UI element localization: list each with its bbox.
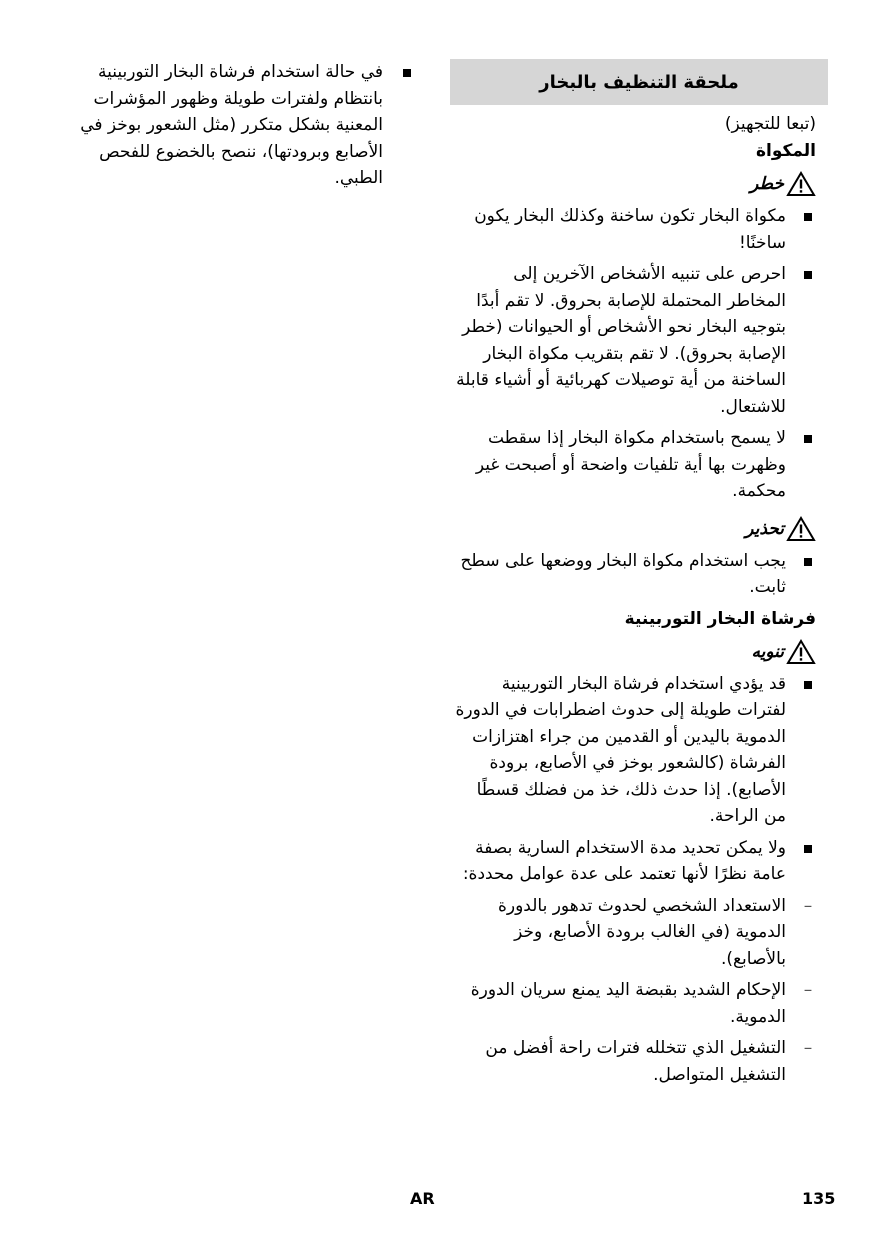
danger-list bbox=[450, 203, 828, 505]
list-item: لا يسمح باستخدام مكواة البخار إذا سقطت وظهرت بها أية تلفيات واضحة أو أصبحت غير محكمة. bbox=[450, 425, 828, 505]
warning-list bbox=[450, 548, 828, 601]
bullet-square-icon bbox=[804, 213, 812, 221]
list-item: مكواة البخار تكون ساخنة وكذلك البخار يكون ساخنًا! bbox=[450, 203, 828, 256]
factor-item: – التشغيل الذي تتخلله فترات راحة أفضل من التشغيل المتواصل. bbox=[450, 1035, 828, 1088]
left-column bbox=[62, 59, 417, 197]
factor-item: – الإحكام الشديد بقبضة اليد يمنع سريان الدورة الدموية. bbox=[450, 977, 828, 1030]
bullet-square-icon bbox=[403, 69, 411, 77]
factor-item: – الاستعداد الشخصي لحدوث تدهور بالدورة الدموية (في الغالب برودة الأصابع، وخز بالأصابع). bbox=[450, 893, 828, 973]
danger-notice bbox=[450, 165, 828, 203]
bullet-square-icon bbox=[804, 435, 812, 443]
equipment-note: (تبعا للتجهيز) bbox=[724, 114, 816, 134]
warning-triangle-icon bbox=[786, 171, 816, 197]
medical-advice-list bbox=[62, 59, 417, 192]
warning-label: تحذير bbox=[745, 518, 784, 539]
section-title: ملحقة التنظيف بالبخار bbox=[539, 71, 739, 93]
brush-heading: فرشاة البخار التوربينية bbox=[624, 608, 816, 629]
language-code: AR bbox=[410, 1189, 435, 1208]
warning-triangle-icon bbox=[786, 639, 816, 665]
section-title-bar bbox=[450, 59, 828, 105]
list-item: ولا يمكن تحديد مدة الاستخدام السارية بصفة عامة نظرًا لأنها تعتمد على عدة عوامل محددة: bbox=[450, 835, 828, 888]
right-column bbox=[450, 59, 828, 1093]
dash-marker: – bbox=[803, 895, 813, 916]
bullet-square-icon bbox=[804, 271, 812, 279]
warning-notice bbox=[450, 510, 828, 548]
page-number: 135 bbox=[802, 1189, 836, 1208]
caution-notice bbox=[450, 633, 828, 671]
list-item: يجب استخدام مكواة البخار ووضعها على سطح ثابت. bbox=[450, 548, 828, 601]
danger-label: خطر bbox=[750, 174, 784, 194]
iron-heading: المكواة bbox=[755, 141, 816, 161]
dash-marker: – bbox=[803, 1038, 813, 1058]
dash-marker: – bbox=[803, 980, 813, 1000]
caution-label: تنويه bbox=[751, 641, 784, 662]
bullet-square-icon bbox=[804, 845, 812, 853]
list-item: احرص على تنبيه الأشخاص الآخرين إلى المخاطر المحتملة للإصابة بحروق. لا تقم أبدًا بتوجيه البخار نحو الأشخاص أو الحيوانات (خطر الإصابة بحروق). لا تقم بتقريب مكواة البخار الساخنة من أية توصيلات كهربائية أو أشياء قابلة للاشتعال. bbox=[450, 261, 828, 420]
bullet-square-icon bbox=[804, 558, 812, 566]
warning-triangle-icon bbox=[786, 516, 816, 542]
caution-list bbox=[450, 671, 828, 1089]
list-item: في حالة استخدام فرشاة البخار التوربينية بانتظام ولفترات طويلة وظهور المؤشرات المعنية بشكل متكرر (مثل الشعور بوخز في الأصابع وبرودتها)، ننصح بالخضوع للفحص الطبي. bbox=[62, 59, 417, 192]
list-item: قد يؤدي استخدام فرشاة البخار التوربينية لفترات طويلة إلى حدوث اضطرابات في الدورة الدموية باليدين أو القدمين من جراء اهتزازات الفرشاة (كالشعور بوخز في الأصابع، برودة الأصابع). إذا حدث ذلك، خذ من فضلك قسطًا من الراحة. bbox=[450, 671, 828, 830]
bullet-square-icon bbox=[804, 681, 812, 689]
